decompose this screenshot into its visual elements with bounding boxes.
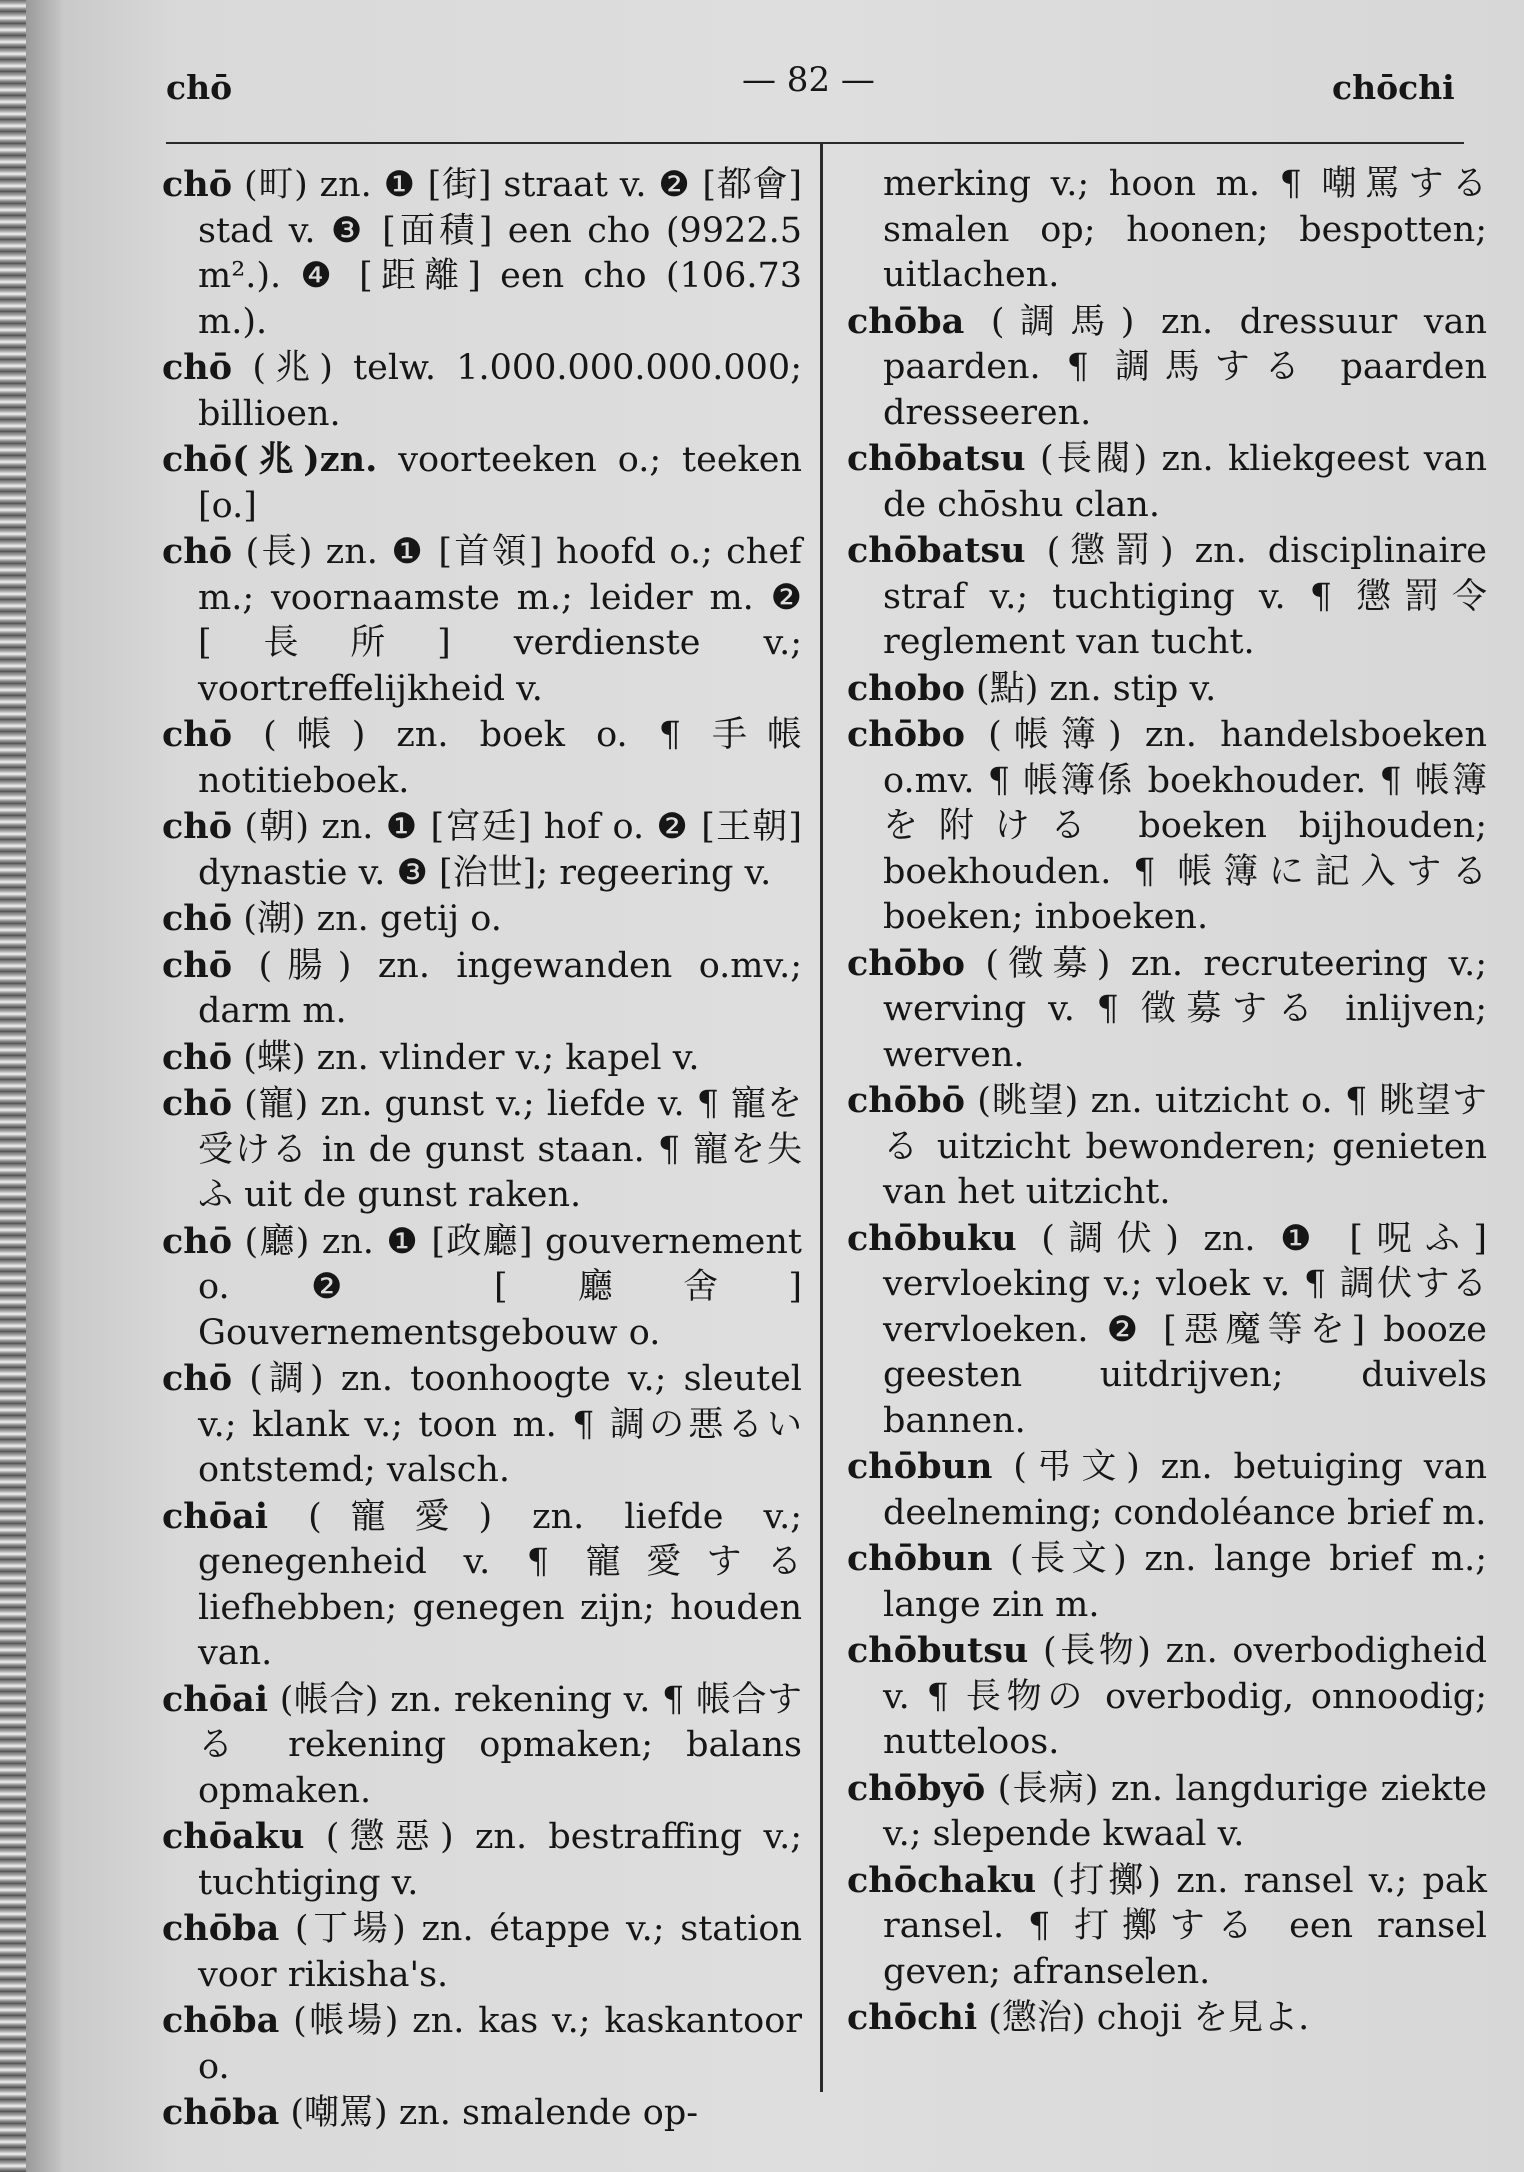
dictionary-entry: chōbo (帳簿) zn. handelsboeken o.mv. ¶ 帳簿係 boekhouder. ¶ 帳簿を附ける boeken bijhouden; boekhouden. ¶ 帳簿に記入する boeken; inboeken. [847,714,1487,937]
headword: chō [162,1358,233,1399]
headword: chōba [847,300,965,342]
headword: chōbuku [847,1217,1017,1259]
dictionary-entry: chōchaku (打擲) zn. ransel v.; pak ransel. ¶ 打擲する een ransel geven; afranselen. [847,1859,1487,1992]
dictionary-entry: chōbun (弔文) zn. betuiging van deelneming; condoléance brief m. [847,1446,1487,1533]
dictionary-entry: chōchi (懲治) choji を見よ. [847,1997,1310,2038]
headword: chōbo [847,942,965,984]
headword: chō [162,1220,233,1262]
right-column [847,162,1487,2042]
headword: chōai [162,1678,269,1720]
headword: chō [162,1036,233,1078]
headword: chō [162,806,233,847]
dictionary-entry: chōaku (懲惡) zn. bestraffing v.; tuchtiging v. [162,1816,802,1903]
headword: chō [162,944,233,986]
spiral-binding [0,0,26,2172]
left-column [162,162,802,2137]
dictionary-entry: chōbo (徵募) zn. recruteering v.; werving v. ¶ 徵募する inlijven; werven. [847,942,1487,1075]
headword: chōbatsu [847,530,1026,571]
binding-shadow [26,0,66,2172]
dictionary-entry: chōbō (眺望) zn. uitzicht o. ¶ 眺望する uitzicht bewonderen; genieten van het uitzicht. [847,1080,1487,1212]
running-head-left: chō [166,68,233,107]
dictionary-entry: chōbatsu (長閥) zn. kliekgeest van de chōshu clan. [847,438,1487,525]
dictionary-entry: chobo (點) zn. stip v. [847,667,1217,709]
headword: chōbun [847,1538,993,1579]
headword: chōai [162,1495,269,1537]
dictionary-entry: chō (寵) zn. gunst v.; liefde v. ¶ 寵を受ける in de gunst staan. ¶ 寵を失ふ uit de gunst raken. [162,1083,802,1215]
headword: chobo [847,667,965,709]
dictionary-entry: chō (長) zn. ❶ [首領] hoofd o.; chef m.; voornaamste m.; leider m. ❷ [長所] verdienste v.; voortreffelijkheid v. [162,531,802,709]
dictionary-entry: chōba (嘲罵) zn. smalende op- [162,2092,699,2133]
entry-continuation: merking v.; hoon m. ¶ 嘲罵する smalen op; hoonen; bespotten; uitlachen. [883,164,1487,295]
dictionary-entry: chōba (丁場) zn. étappe v.; station voor rikisha's. [162,1908,802,1995]
headword: chōbō [847,1080,965,1121]
dictionary-entry: chōba (帳場) zn. kas v.; kaskantoor o. [162,2000,802,2087]
headword: chō [162,531,233,572]
running-head-right: chōchi [1332,68,1455,107]
dictionary-entry: chōbun (長文) zn. lange brief m.; lange zin m. [847,1538,1487,1625]
headword: chōba [162,2092,280,2133]
column-divider [820,142,823,2092]
dictionary-entry: chōbutsu (長物) zn. overbodigheid v. ¶ 長物の overbodig, onnoodig; nutteloos. [847,1630,1487,1762]
dictionary-entry: chō (潮) zn. getij o. [162,898,502,939]
dictionary-entry: chō (町) zn. ❶ [街] straat v. ❷ [都會] stad v. ❸ [面積] een cho (9922.5 m².). ❹ [距離] een cho (106.73 m.). [162,164,802,342]
headword: chō [162,898,233,939]
headword: chō [162,1083,233,1124]
header-rule [166,142,1464,144]
headword: chōbun [847,1446,993,1487]
headword: chō(兆)zn. [162,439,378,480]
dictionary-entry: chōbatsu (懲罰) zn. disciplinaire straf v.; tuchtiging v. ¶ 懲罰令 reglement van tucht. [847,530,1487,662]
dictionary-entry: chōai (寵愛) zn. liefde v.; genegenheid v. ¶ 寵愛する liefhebben; genegen zijn; houden van. [162,1495,802,1673]
page-number: — 82 — [742,60,875,100]
dictionary-page [62,0,1524,2172]
dictionary-entry: chō (帳) zn. boek o. ¶ 手帳 notitieboek. [162,714,802,801]
headword: chōbutsu [847,1630,1029,1671]
dictionary-entry: chō (調) zn. toonhoogte v.; sleutel v.; klank v.; toon m. ¶ 調の悪るい ontstemd; valsch. [162,1358,802,1490]
headword: chōbyō [847,1767,986,1809]
headword: chōbatsu [847,438,1026,479]
headword: chōba [162,1908,280,1949]
dictionary-entry: chōba (調馬) zn. dressuur van paarden. ¶ 調馬する paarden dresseeren. [847,300,1487,433]
headword: chōchaku [847,1859,1037,1901]
headword: chōba [162,2000,280,2041]
dictionary-entry: chō (兆) telw. 1.000.000.000.000; billioen. [162,347,802,434]
dictionary-entry: chōbyō (長病) zn. langdurige ziekte v.; slepende kwaal v. [847,1767,1487,1854]
headword: chōaku [162,1816,305,1857]
dictionary-entry: chō(兆)zn. voorteeken o.; teeken [o.] [162,439,802,526]
headword: chō [162,347,233,388]
headword: chōbo [847,714,965,755]
dictionary-entry: chō (腸) zn. ingewanden o.mv.; darm m. [162,944,802,1031]
headword: chōchi [847,1997,978,2038]
headword: chō [162,164,233,205]
dictionary-entry: chō (廳) zn. ❶ [政廳] gouvernement o. ❷ [廳舍] Gouvernementsgebouw o. [162,1220,802,1353]
dictionary-entry: chōai (帳合) zn. rekening v. ¶ 帳合する rekening opmaken; balans opmaken. [162,1678,802,1811]
dictionary-entry: chō (朝) zn. ❶ [宮廷] hof o. ❷ [王朝] dynastie v. ❸ [治世]; regeering v. [162,806,802,893]
dictionary-entry: chō (蝶) zn. vlinder v.; kapel v. [162,1036,700,1078]
headword: chō [162,714,233,755]
dictionary-entry: chōbuku (調伏) zn. ❶ [呪ふ] vervloeking v.; vloek v. ¶ 調伏する vervloeken. ❷ [惡魔等を] booze geesten uitdrijven; duivels bannen. [847,1217,1487,1441]
